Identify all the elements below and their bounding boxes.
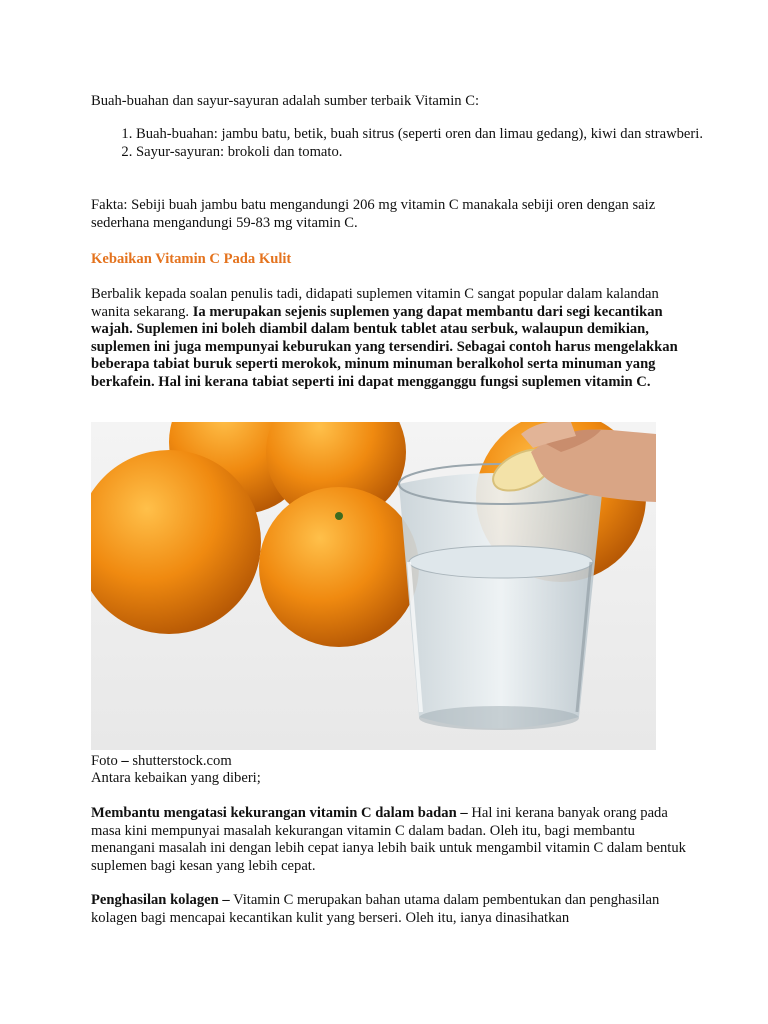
orange-and-glass-photo — [91, 422, 656, 750]
benefit-paragraph — [91, 805, 691, 875]
section-heading: Kebaikan Vitamin C Pada Kulit — [91, 251, 292, 267]
benefit-text: Vitamin C merupakan bahan utama dalam pembentukan dan penghasilan kolagen bagi mencapai kecantikan kulit yang berseri. Oleh itu, ianya dinasihatkan — [91, 892, 660, 926]
paragraph-bold-text: Ia merupakan sejenis suplemen yang dapat membantu dari segi kecantikan wajah. Suplemen ini boleh diambil dalam bentuk tablet atau serbuk, walaupun demikian, suplemen ini juga mempunyai keburukan yang tersendiri. Sebagai contoh harus mengelakkan beberapa tabiat buruk seperti merokok, minum minuman beralkohol serta minuman yang berkafein. Hal ini kerana tabiat seperti ini dapat mengganggu fungsi suplemen vitamin C. — [91, 303, 678, 390]
fact-text: Fakta: Sebiji buah jambu batu mengandungi 206 mg vitamin C manakala sebiji oren dengan saiz sederhana mengandungi 59-83 mg vitamin C. — [91, 197, 656, 231]
photo-credit-prefix: Foto — [91, 753, 118, 769]
benefit-title: Membantu mengatasi kekurangan vitamin C dalam badan – — [91, 805, 468, 821]
photo-credit — [91, 753, 691, 771]
benefit-text: Hal ini kerana banyak orang pada masa kini mempunyai masalah kekurangan vitamin C dalam badan. Oleh itu, bagi membantu menangani masalah ini dengan lebih cepat ianya lebih baik untuk mengambil vitamin C dalam bentuk suplemen bagi kesan yang lebih cepat. — [91, 805, 686, 874]
photo-credit-source: shutterstock.com — [132, 753, 232, 769]
paragraph-normal-text: Berbalik kepada soalan penulis tadi, didapati suplemen vitamin C sangat popular dalam kalandan wanita sekarang. — [91, 286, 659, 320]
benefit-title: Penghasilan kolagen – — [91, 892, 230, 908]
benefit-paragraph — [91, 892, 691, 927]
paragraph-supplement — [91, 286, 691, 391]
vitamin-c-sources-list — [91, 126, 726, 161]
photo-credit-dash: – — [121, 753, 129, 769]
intro-text: Buah-buahan dan sayur-sayuran adalah sumber terbaik Vitamin C: — [91, 93, 480, 109]
benefits-intro: Antara kebaikan yang diberi; — [91, 770, 261, 786]
list-item-vegetables: 2. Sayur-sayuran: brokoli dan tomato. — [136, 144, 726, 162]
list-item-fruits: 1. Buah-buahan: jambu batu, betik, buah sitrus (seperti oren dan limau gedang), kiwi dan strawberi. — [136, 126, 726, 144]
